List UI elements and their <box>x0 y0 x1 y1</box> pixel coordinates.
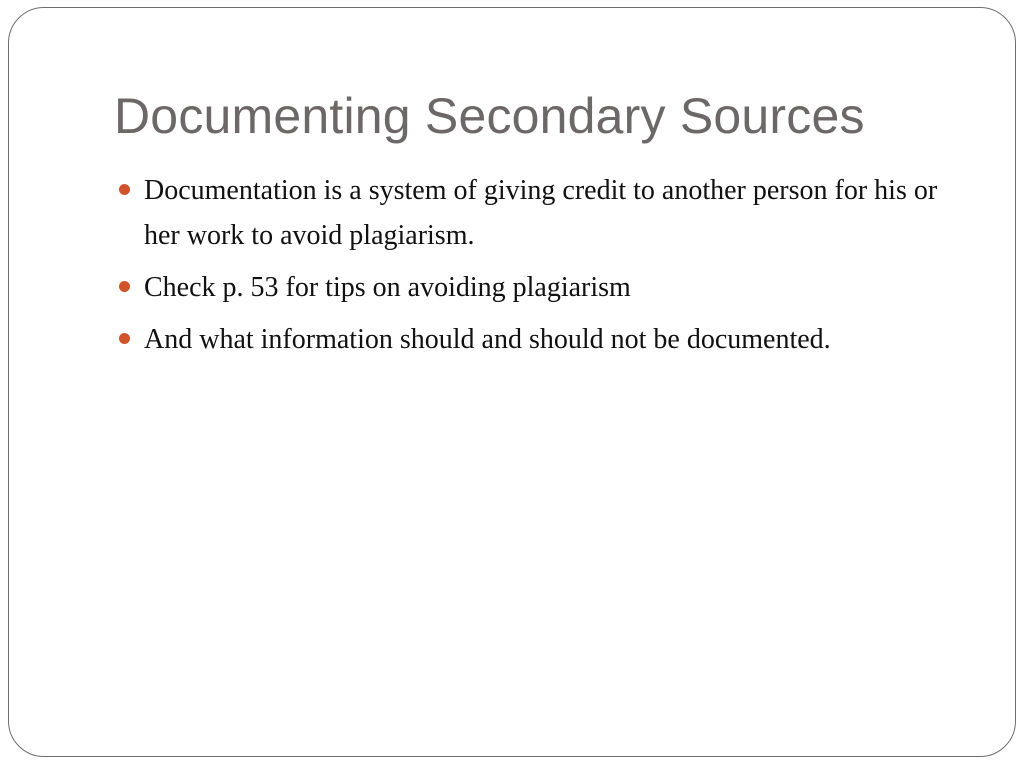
bullet-item <box>114 265 974 310</box>
bullet-dot-icon <box>119 281 130 292</box>
bullet-dot-icon <box>119 333 130 344</box>
bullet-text: Documentation is a system of giving credit to another person for his or her work to avoid plagiarism. <box>144 175 938 251</box>
slide-title: Documenting Secondary Sources <box>114 88 865 144</box>
bullet-item <box>114 317 974 362</box>
bullet-dot-icon <box>119 184 130 195</box>
bullet-list <box>114 168 974 369</box>
bullet-text: And what information should and should not be documented. <box>144 324 831 355</box>
bullet-text: Check p. 53 for tips on avoiding plagiarism <box>144 272 631 303</box>
bullet-item <box>114 168 974 258</box>
